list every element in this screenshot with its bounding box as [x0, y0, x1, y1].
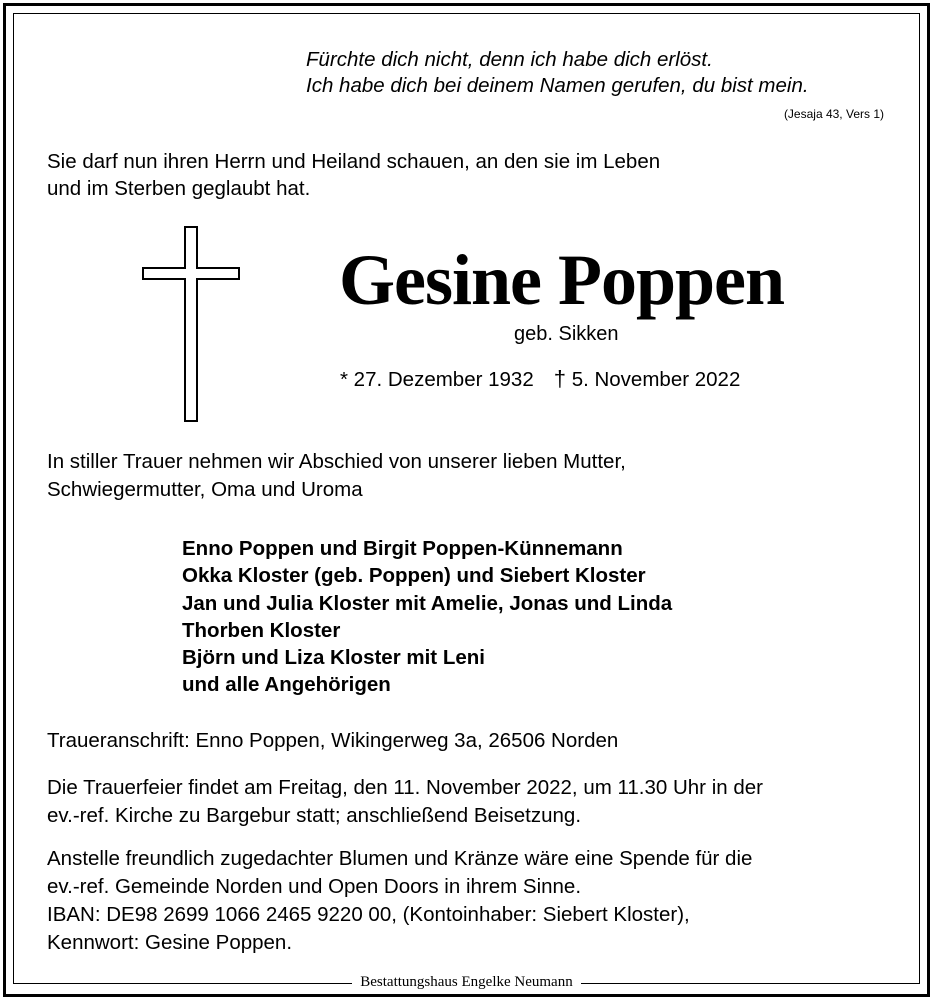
intro-text: [47, 148, 660, 202]
donation-line-1: Anstelle freundlich zugedachter Blumen und Kränze wäre eine Spende für die: [47, 847, 753, 870]
family-member: Thorben Kloster: [182, 618, 341, 642]
dagger-symbol: †: [553, 366, 566, 391]
intro-line-1: Sie darf nun ihren Herrn und Heiland schauen, an den sie im Leben: [47, 150, 661, 173]
life-dates: [340, 366, 740, 392]
service-line-2: ev.-ref. Kirche zu Bargebur statt; anschließend Beisetzung.: [47, 804, 582, 827]
death-date: 5. November 2022: [571, 368, 741, 391]
deceased-name: Gesine Poppen: [339, 240, 785, 320]
family-member: Björn und Liza Kloster mit Leni: [182, 646, 485, 670]
verse-line-1: Fürchte dich nicht, denn ich habe dich erlöst.: [306, 48, 713, 71]
family-member: Jan und Julia Kloster mit Amelie, Jonas und Linda: [182, 591, 673, 615]
funeral-service: [47, 774, 763, 830]
donation-line-3: IBAN: DE98 2699 1066 2465 9220 00, (Kontoinhaber: Siebert Kloster),: [47, 903, 690, 926]
intro-line-2: und im Sterben geglaubt hat.: [47, 177, 311, 200]
bible-verse: [306, 47, 809, 99]
maiden-name: geb. Sikken: [514, 323, 619, 345]
mourning-text: [47, 448, 626, 504]
family-member: Enno Poppen und Birgit Poppen-Künnemann: [182, 537, 623, 560]
birth-date: * 27. Dezember 1932: [340, 368, 534, 391]
footer: [0, 973, 933, 991]
verse-line-2: Ich habe dich bei deinem Namen gerufen, du bist mein.: [306, 74, 809, 97]
mourning-line-2: Schwiegermutter, Oma und Uroma: [47, 478, 363, 501]
verse-reference: (Jesaja 43, Vers 1): [783, 107, 884, 121]
mourning-address: Traueranschrift: Enno Poppen, Wikingerweg 3a, 26506 Norden: [47, 729, 619, 752]
family-member: Okka Kloster (geb. Poppen) und Siebert Kloster: [182, 564, 646, 588]
family-member: und alle Angehörigen: [182, 673, 391, 697]
donation-notice: [47, 845, 752, 957]
mourning-line-1: In stiller Trauer nehmen wir Abschied von unserer lieben Mutter,: [47, 450, 626, 473]
service-line-1: Die Trauerfeier findet am Freitag, den 11. November 2022, um 11.30 Uhr in der: [47, 776, 763, 799]
family-list: [182, 535, 672, 699]
donation-line-4: Kennwort: Gesine Poppen.: [47, 931, 293, 954]
donation-line-2: ev.-ref. Gemeinde Norden und Open Doors in ihrem Sinne.: [47, 875, 582, 898]
cross-icon: [141, 226, 241, 422]
funeral-home-name: Bestattungshaus Engelke Neumann: [352, 974, 580, 990]
